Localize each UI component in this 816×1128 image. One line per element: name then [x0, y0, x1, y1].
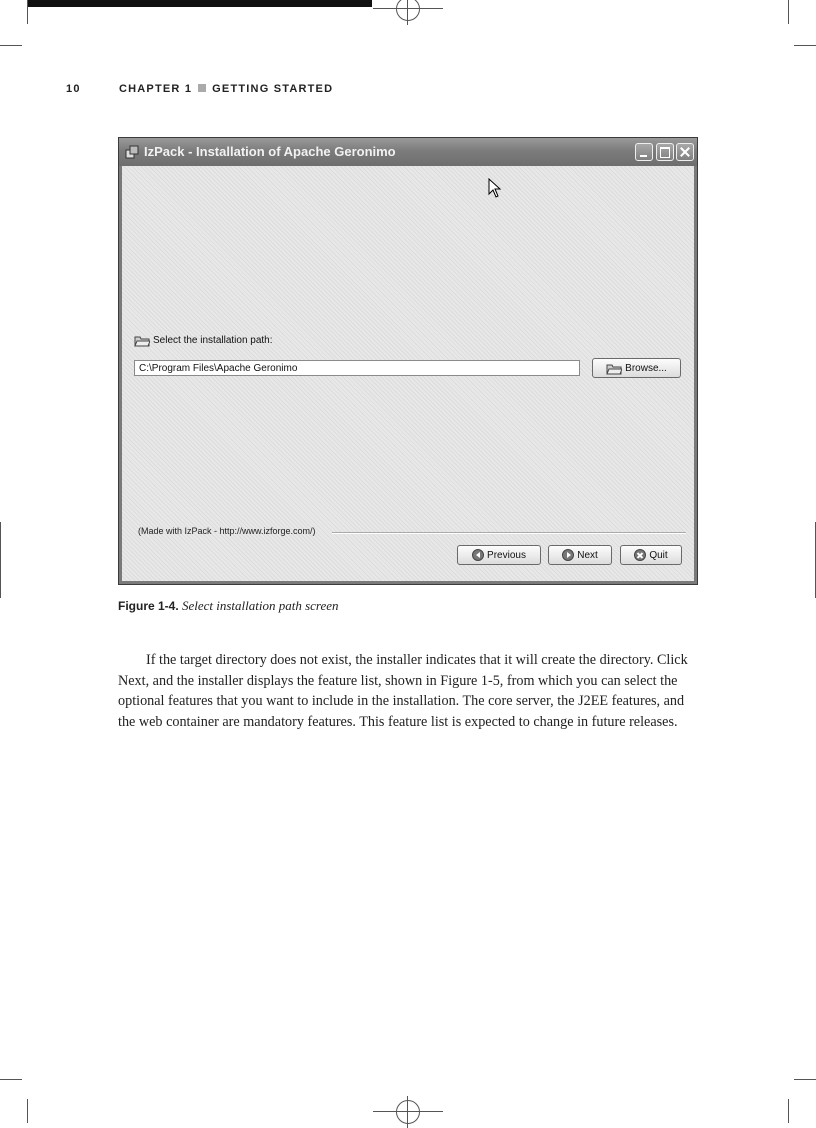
crop-bar	[27, 0, 372, 7]
window-titlebar[interactable]	[119, 138, 697, 166]
close-circle-icon	[634, 549, 646, 561]
page-number: 10	[66, 83, 81, 95]
crop-mark	[788, 1099, 789, 1123]
arrow-left-icon	[472, 549, 484, 561]
previous-label: Previous	[487, 549, 526, 561]
crop-mark	[788, 0, 789, 24]
install-path-input[interactable]: C:\Program Files\Apache Geronimo	[134, 360, 580, 376]
crop-mark	[0, 1079, 22, 1080]
maximize-button[interactable]	[656, 143, 674, 161]
figure-label: Figure 1-4.	[118, 599, 179, 613]
next-label: Next	[577, 549, 598, 561]
footer-divider	[332, 532, 686, 534]
browse-label: Browse...	[625, 362, 667, 374]
chapter-label: CHAPTER 1	[119, 83, 193, 95]
minimize-button[interactable]	[635, 143, 653, 161]
next-button[interactable]	[548, 545, 612, 565]
folder-icon	[606, 362, 622, 375]
installer-window	[118, 137, 698, 585]
section-label: GETTING STARTED	[212, 83, 334, 95]
crop-mark	[0, 45, 22, 46]
figure-caption	[118, 598, 339, 614]
separator-square-icon	[198, 84, 206, 92]
window-client-area	[122, 166, 694, 581]
folder-icon	[134, 334, 150, 347]
registration-mark-icon	[396, 1100, 420, 1124]
crop-mark	[794, 45, 816, 46]
registration-mark-icon	[396, 0, 420, 21]
window-title: IzPack - Installation of Apache Geronimo	[144, 144, 396, 159]
figure-caption-text: Select installation path screen	[181, 598, 339, 613]
select-path-label	[134, 334, 273, 347]
crop-mark	[27, 0, 28, 24]
quit-label: Quit	[649, 549, 668, 561]
crop-mark	[794, 1079, 816, 1080]
previous-button[interactable]	[457, 545, 541, 565]
app-icon	[125, 145, 139, 159]
arrow-right-icon	[562, 549, 574, 561]
close-button[interactable]	[676, 143, 694, 161]
crop-mark	[0, 522, 1, 598]
browse-button[interactable]	[592, 358, 681, 378]
quit-button[interactable]	[620, 545, 682, 565]
chapter-title	[119, 83, 333, 95]
crop-mark	[27, 1099, 28, 1123]
select-path-text: Select the installation path:	[153, 335, 273, 347]
body-paragraph: If the target directory does not exist, the installer indicates that it will create the directory. Click Next, and the installer displays the feature list, shown in Figure 1-5, from which you can select the optional features that you want to include in the installation. The core server, the J2EE features, and the web container are mandatory features. This feature list is expected to change in future releases.	[118, 652, 688, 730]
mouse-pointer-icon	[488, 178, 502, 198]
made-with-izpack: (Made with IzPack - http://www.izforge.com/)	[138, 526, 316, 536]
